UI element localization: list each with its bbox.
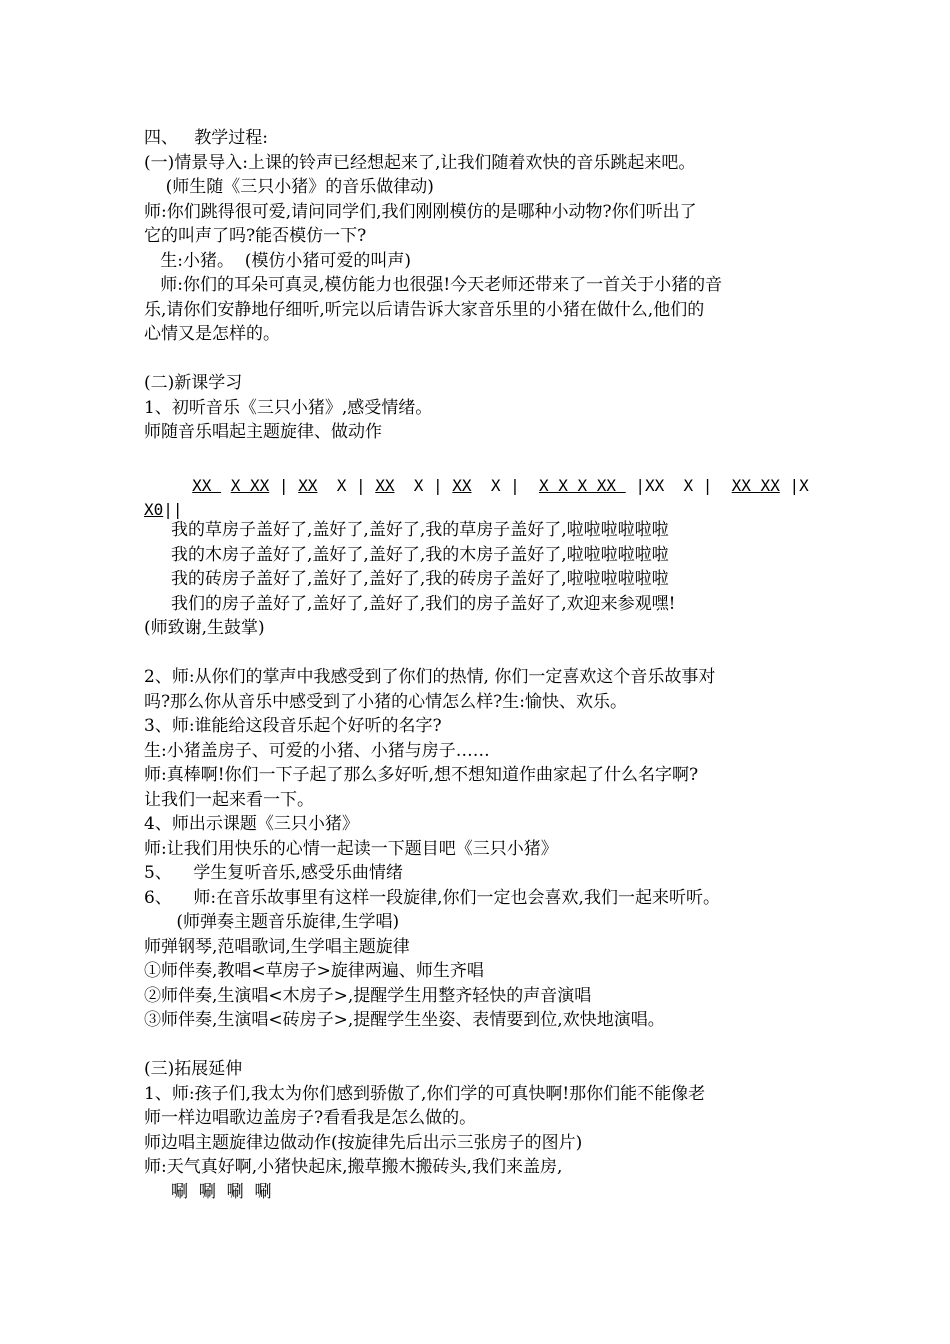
text-line: 2、师:从你们的掌声中我感受到了你们的热情, 你们一定喜欢这个音乐故事对 bbox=[144, 667, 716, 687]
text-line: 师:天气真好啊,小猪快起床,搬草搬木搬砖头,我们来盖房, bbox=[144, 1157, 563, 1177]
text-line: 我的草房子盖好了,盖好了,盖好了,我的草房子盖好了,啦啦啦啦啦啦 bbox=[144, 520, 669, 540]
text-line: 1、师:孩子们,我太为你们感到骄傲了,你们学的可真快啊!那你们能不能像老 bbox=[144, 1083, 706, 1104]
text-line: 生:小猪。 (模仿小猪可爱的叫声) bbox=[144, 250, 412, 271]
rhythm-segment: XX bbox=[375, 476, 395, 495]
rhythm-notation-line2 bbox=[144, 500, 824, 520]
text-line: (二)新课学习 bbox=[144, 373, 243, 393]
text-line: 师:真棒啊!你们一下子起了那么多好听,想不想知道作曲家起了什么名字啊? bbox=[144, 765, 699, 785]
text-line: 心情又是怎样的。 bbox=[144, 324, 280, 344]
rhythm-segment: X | bbox=[471, 476, 539, 495]
text-line: ③师伴奏,生演唱<砖房子>,提醒学生坐姿、表情要到位,欢快地演唱。 bbox=[144, 1010, 665, 1030]
rhythm-notation-line1 bbox=[144, 476, 824, 496]
text-line: 师弹钢琴,范唱歌词,生学唱主题旋律 bbox=[144, 936, 410, 957]
text-line: 它的叫声了吗?能否模仿一下? bbox=[144, 226, 367, 246]
text-line: 四、 教学过程: bbox=[144, 128, 268, 148]
text-line: 我们的房子盖好了,盖好了,盖好了,我们的房子盖好了,欢迎来参观嘿! bbox=[144, 593, 676, 614]
text-line: 生:小猪盖房子、可爱的小猪、小猪与房子…… bbox=[144, 740, 490, 761]
text-line: 师一样边唱歌边盖房子?看看我是怎么做的。 bbox=[144, 1108, 477, 1128]
rhythm-segment: X XX bbox=[230, 476, 270, 495]
text-line: 师:你们的耳朵可真灵,模仿能力也很强!今天老师还带来了一首关于小猪的音 bbox=[144, 275, 723, 295]
text-line: 师:让我们用快乐的心情一起读一下题目吧《三只小猪》 bbox=[144, 838, 558, 859]
text-line: 乐,请你们安静地仔细听,听完以后请告诉大家音乐里的小猪在做什么,他们的 bbox=[144, 299, 705, 320]
rhythm-segment: XX bbox=[192, 476, 222, 495]
text-line: (师生随《三只小猪》的音乐做律动) bbox=[144, 177, 434, 197]
rhythm-segment: X0 bbox=[144, 500, 164, 519]
text-line: 3、师:谁能给这段音乐起个好听的名字? bbox=[144, 716, 442, 736]
rhythm-segment bbox=[221, 476, 231, 495]
text-line: 师边唱主题旋律边做动作(按旋律先后出示三张房子的图片) bbox=[144, 1132, 583, 1153]
rhythm-segment: XX bbox=[452, 476, 472, 495]
rhythm-segment: |XX X | bbox=[625, 476, 732, 495]
text-line: ②师伴奏,生演唱<木房子>,提醒学生用整齐轻快的声音演唱 bbox=[144, 985, 592, 1006]
text-line: 4、师出示课题《三只小猪》 bbox=[144, 814, 359, 834]
text-line: 吗?那么你从音乐中感受到了小猪的心情怎么样?生:愉快、欢乐。 bbox=[144, 691, 627, 712]
text-line: 我的木房子盖好了,盖好了,盖好了,我的木房子盖好了,啦啦啦啦啦啦 bbox=[144, 544, 669, 565]
rhythm-segment: || bbox=[163, 500, 183, 519]
text-line: (三)拓展延伸 bbox=[144, 1059, 243, 1079]
text-line: (一)情景导入:上课的铃声已经想起来了,让我们随着欢快的音乐跳起来吧。 bbox=[144, 152, 696, 173]
text-line: 让我们一起来看一下。 bbox=[144, 789, 314, 810]
rhythm-segment bbox=[144, 476, 192, 495]
text-line: 师随音乐唱起主题旋律、做动作 bbox=[144, 422, 382, 442]
rhythm-segment: |X bbox=[779, 476, 809, 495]
rhythm-segment: XX XX bbox=[731, 476, 780, 495]
text-line: 师:你们跳得很可爱,请问同学们,我们刚刚模仿的是哪种小动物?你们听出了 bbox=[144, 201, 697, 222]
rhythm-segment: X X X XX bbox=[538, 476, 626, 495]
text-line: (师弹奏主题音乐旋律,生学唱) bbox=[144, 912, 400, 932]
rhythm-segment: X | bbox=[317, 476, 376, 495]
text-line: (师致谢,生鼓掌) bbox=[144, 618, 265, 638]
text-line: 我的砖房子盖好了,盖好了,盖好了,我的砖房子盖好了,啦啦啦啦啦啦 bbox=[144, 569, 669, 589]
text-line: 5、 学生复听音乐,感受乐曲情绪 bbox=[144, 863, 403, 883]
text-line: 唰 唰 唰 唰 bbox=[144, 1181, 272, 1202]
text-line: 1、初听音乐《三只小猪》,感受情绪。 bbox=[144, 397, 433, 418]
rhythm-segment: XX bbox=[298, 476, 318, 495]
text-line: 6、 师:在音乐故事里有这样一段旋律,你们一定也会喜欢,我们一起来听听。 bbox=[144, 887, 720, 908]
rhythm-segment: X | bbox=[394, 476, 453, 495]
rhythm-segment: | bbox=[269, 476, 299, 495]
text-line: ①师伴奏,教唱<草房子>旋律两遍、师生齐唱 bbox=[144, 961, 484, 981]
